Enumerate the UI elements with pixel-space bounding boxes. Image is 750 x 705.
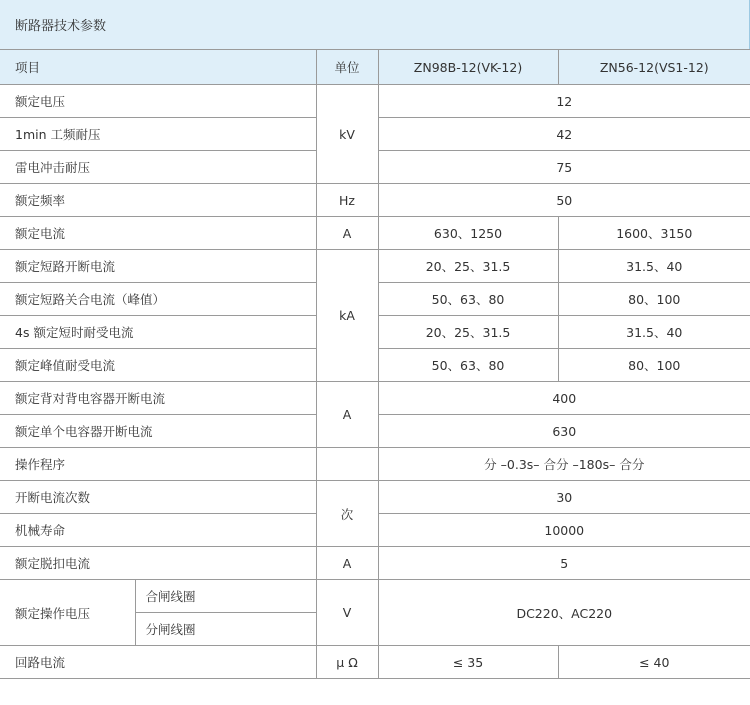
unit-cell: Hz xyxy=(316,184,378,217)
header-item: 项目 xyxy=(0,50,316,85)
param-name: 开断电流次数 xyxy=(0,481,316,514)
param-name: 回路电流 xyxy=(0,646,316,679)
param-value: 630 xyxy=(378,415,750,448)
param-value: 分 –0.3s– 合分 –180s– 合分 xyxy=(378,448,750,481)
value-model-b: 80、100 xyxy=(558,283,750,316)
param-name: 1min 工频耐压 xyxy=(0,118,316,151)
value-model-a: 630、1250 xyxy=(378,217,558,250)
unit-cell: μ Ω xyxy=(316,646,378,679)
param-name: 额定短路开断电流 xyxy=(0,250,316,283)
unit-cell: A xyxy=(316,382,378,448)
table-row xyxy=(0,448,750,481)
unit-cell: V xyxy=(316,580,378,646)
param-name: 4s 额定短时耐受电流 xyxy=(0,316,316,349)
value-model-a: 50、63、80 xyxy=(378,349,558,382)
parameters-table xyxy=(0,49,750,679)
value-model-a: 20、25、31.5 xyxy=(378,316,558,349)
value-model-a: 50、63、80 xyxy=(378,283,558,316)
unit-cell: kA xyxy=(316,250,378,382)
table-title-bar xyxy=(0,0,750,49)
value-model-b: 31.5、40 xyxy=(558,316,750,349)
param-name: 雷电冲击耐压 xyxy=(0,151,316,184)
param-name: 额定电压 xyxy=(0,85,316,118)
header-model-a: ZN98B-12(VK-12) xyxy=(378,50,558,85)
param-value: 10000 xyxy=(378,514,750,547)
value-model-b: 80、100 xyxy=(558,349,750,382)
header-row xyxy=(0,50,750,85)
table-row xyxy=(0,646,750,679)
unit-cell: A xyxy=(316,217,378,250)
sub-param-open-coil: 分闸线圈 xyxy=(135,613,316,646)
param-name: 额定脱扣电流 xyxy=(0,547,316,580)
unit-cell: kV xyxy=(316,85,378,184)
param-name: 额定短路关合电流（峰值） xyxy=(0,283,316,316)
param-name: 额定单个电容器开断电流 xyxy=(0,415,316,448)
param-name: 额定操作电压 xyxy=(0,580,135,646)
table-row xyxy=(0,85,750,118)
param-name: 额定电流 xyxy=(0,217,316,250)
header-unit: 单位 xyxy=(316,50,378,85)
unit-cell: 次 xyxy=(316,481,378,547)
table-row xyxy=(0,580,750,613)
value-model-b: 31.5、40 xyxy=(558,250,750,283)
value-model-a: ≤ 35 xyxy=(378,646,558,679)
param-value: 50 xyxy=(378,184,750,217)
sub-param-close-coil: 合闸线圈 xyxy=(135,580,316,613)
table-row xyxy=(0,481,750,514)
param-value: 42 xyxy=(378,118,750,151)
param-value: 30 xyxy=(378,481,750,514)
table-row xyxy=(0,382,750,415)
param-name: 操作程序 xyxy=(0,448,316,481)
param-value: 400 xyxy=(378,382,750,415)
table-row xyxy=(0,217,750,250)
table-title: 断路器技术参数 xyxy=(15,19,107,34)
table-row xyxy=(0,250,750,283)
table-row xyxy=(0,184,750,217)
value-model-a: 20、25、31.5 xyxy=(378,250,558,283)
param-name: 额定峰值耐受电流 xyxy=(0,349,316,382)
header-model-b: ZN56-12(VS1-12) xyxy=(558,50,750,85)
value-model-b: 1600、3150 xyxy=(558,217,750,250)
param-value: 12 xyxy=(378,85,750,118)
param-value: 75 xyxy=(378,151,750,184)
param-name: 额定背对背电容器开断电流 xyxy=(0,382,316,415)
param-value: 5 xyxy=(378,547,750,580)
unit-cell: A xyxy=(316,547,378,580)
param-value: DC220、AC220 xyxy=(378,580,750,646)
value-model-b: ≤ 40 xyxy=(558,646,750,679)
unit-cell xyxy=(316,448,378,481)
param-name: 额定频率 xyxy=(0,184,316,217)
table-row xyxy=(0,547,750,580)
param-name: 机械寿命 xyxy=(0,514,316,547)
